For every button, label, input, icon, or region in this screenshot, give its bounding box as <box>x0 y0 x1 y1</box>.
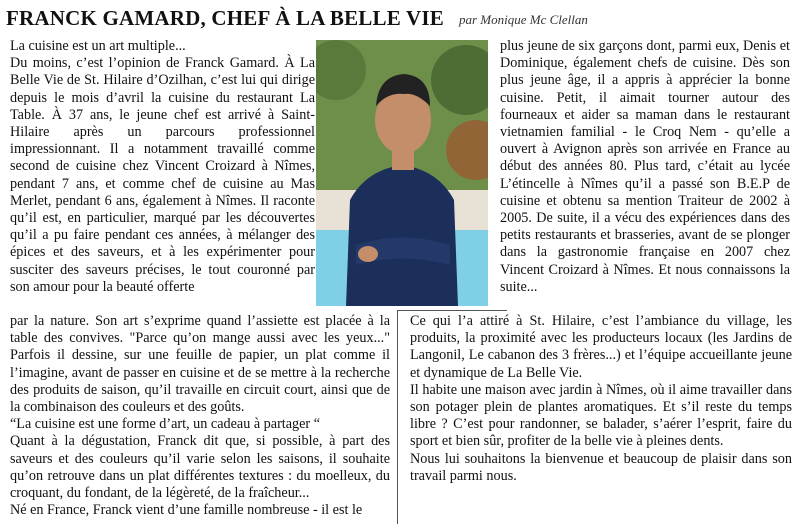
column-1 <box>10 38 315 296</box>
paragraph: Ce qui l’a attiré à St. Hilaire, c’est l’ambiance du village, les produits, la proximité avec les producteurs locaux (les Jardins de Langonil, Le cabanon des 3 frères...) et l’équipe accueillante jeune et dynamique de La Belle Vie. <box>410 313 792 381</box>
paragraph: Né en France, Franck vient d’une famille nombreuse - il est le <box>10 502 363 519</box>
paragraph: Du moins, c’est l’opinion de Franck Gamard. À La Belle Vie de St. Hilaire d’Ozilhan, c’est lui qui dirige depuis le mois d’avril la cuisine du restaurant La Table. À 37 ans, le jeune chef est arrivé à Saint-Hilaire après un parcours professionnel impressionnant. Il a notamment travaillé comme second de cuisine chez Vincent Croizard à Nîmes, pendant 7 ans, et comme chef de cuisine au Mas Merlet, pendant 6 ans, également à Nîmes. Il raconte qu’il est, en particulier, marqué par les découvertes qu’il a pu faire pendant ces années, à mélanger des épices et des saveurs, et à les expérimenter pour susciter des saveurs précises, le tout couronné par son amour pour la beauté offerte <box>10 55 315 295</box>
column-divider <box>397 310 507 311</box>
pull-quote: “La cuisine est une forme d’art, un cadeau à partager “ <box>10 416 320 433</box>
paragraph: Nous lui souhaitons la bienvenue et beaucoup de plaisir dans son travail parmi nous. <box>410 450 792 484</box>
column-4 <box>410 313 792 485</box>
column-2 <box>10 313 390 519</box>
paragraph: Il habite une maison avec jardin à Nîmes, où il aime travailler dans son potager plein de plantes aromatiques. Et s’il reste du temps libre ? C’est pour randonner, se balader, s’aérer l’esprit, faire du sport et bien sûr, profiter de la belle vie à pleines dents. <box>410 381 792 450</box>
paragraph: par la nature. Son art s’exprime quand l’assiette est placée à la table des convives. "Parce qu’on mange aussi avec les yeux..." Parfois il dessine, sur une feuille de papier, un plat comme il l’imagine, avant de passer en cuisine et de se mettre à la recherche des produits de saison, qu’il travaille en circuit court, ainsi que de la combinaison des couleurs et des goûts. <box>10 313 390 416</box>
paragraph: Quant à la dégustation, Franck dit que, si possible, à part des saveurs et des couleurs qu’il varie selon les saisons, il souhaite qu’on retrouve dans un plat différentes textures : du moelleux, du croquant, du fondant, de la légèreté, de la fraîcheur... <box>10 433 390 502</box>
article-byline: par Monique Mc Clellan <box>459 12 588 27</box>
chef-photo <box>316 40 488 306</box>
paragraph: La cuisine est un art multiple... <box>10 38 186 54</box>
paragraph: plus jeune de six garçons dont, parmi eux, Denis et Dominique, également chefs de cuisine. Dès son plus jeune âge, il a appris à apprécier la bonne cuisine. Petit, il aimait tourner autour des fourneaux et aider sa maman dans le restaurant vietnamien familial - le Croq Nem - qu’elle a ouvert à Avignon après son arrivée en France au début des années 80. Plus tard, c’était au lycée L’étincelle à Nîmes qu’il a passé son B.E.P de cuisine et obtenu sa mention Traiteur de 2002 à 2005. De suite, il a vécu des expériences dans des petits restaurants et brasseries, avant de se plonger dans la gastronomie française en 2007 chez Vincent Croizard à Nîmes. Et nous connaissons la suite... <box>500 38 790 295</box>
column-3 <box>500 38 790 296</box>
column-divider <box>397 310 398 524</box>
article-title: FRANCK GAMARD, CHEF À LA BELLE VIE <box>6 6 444 30</box>
